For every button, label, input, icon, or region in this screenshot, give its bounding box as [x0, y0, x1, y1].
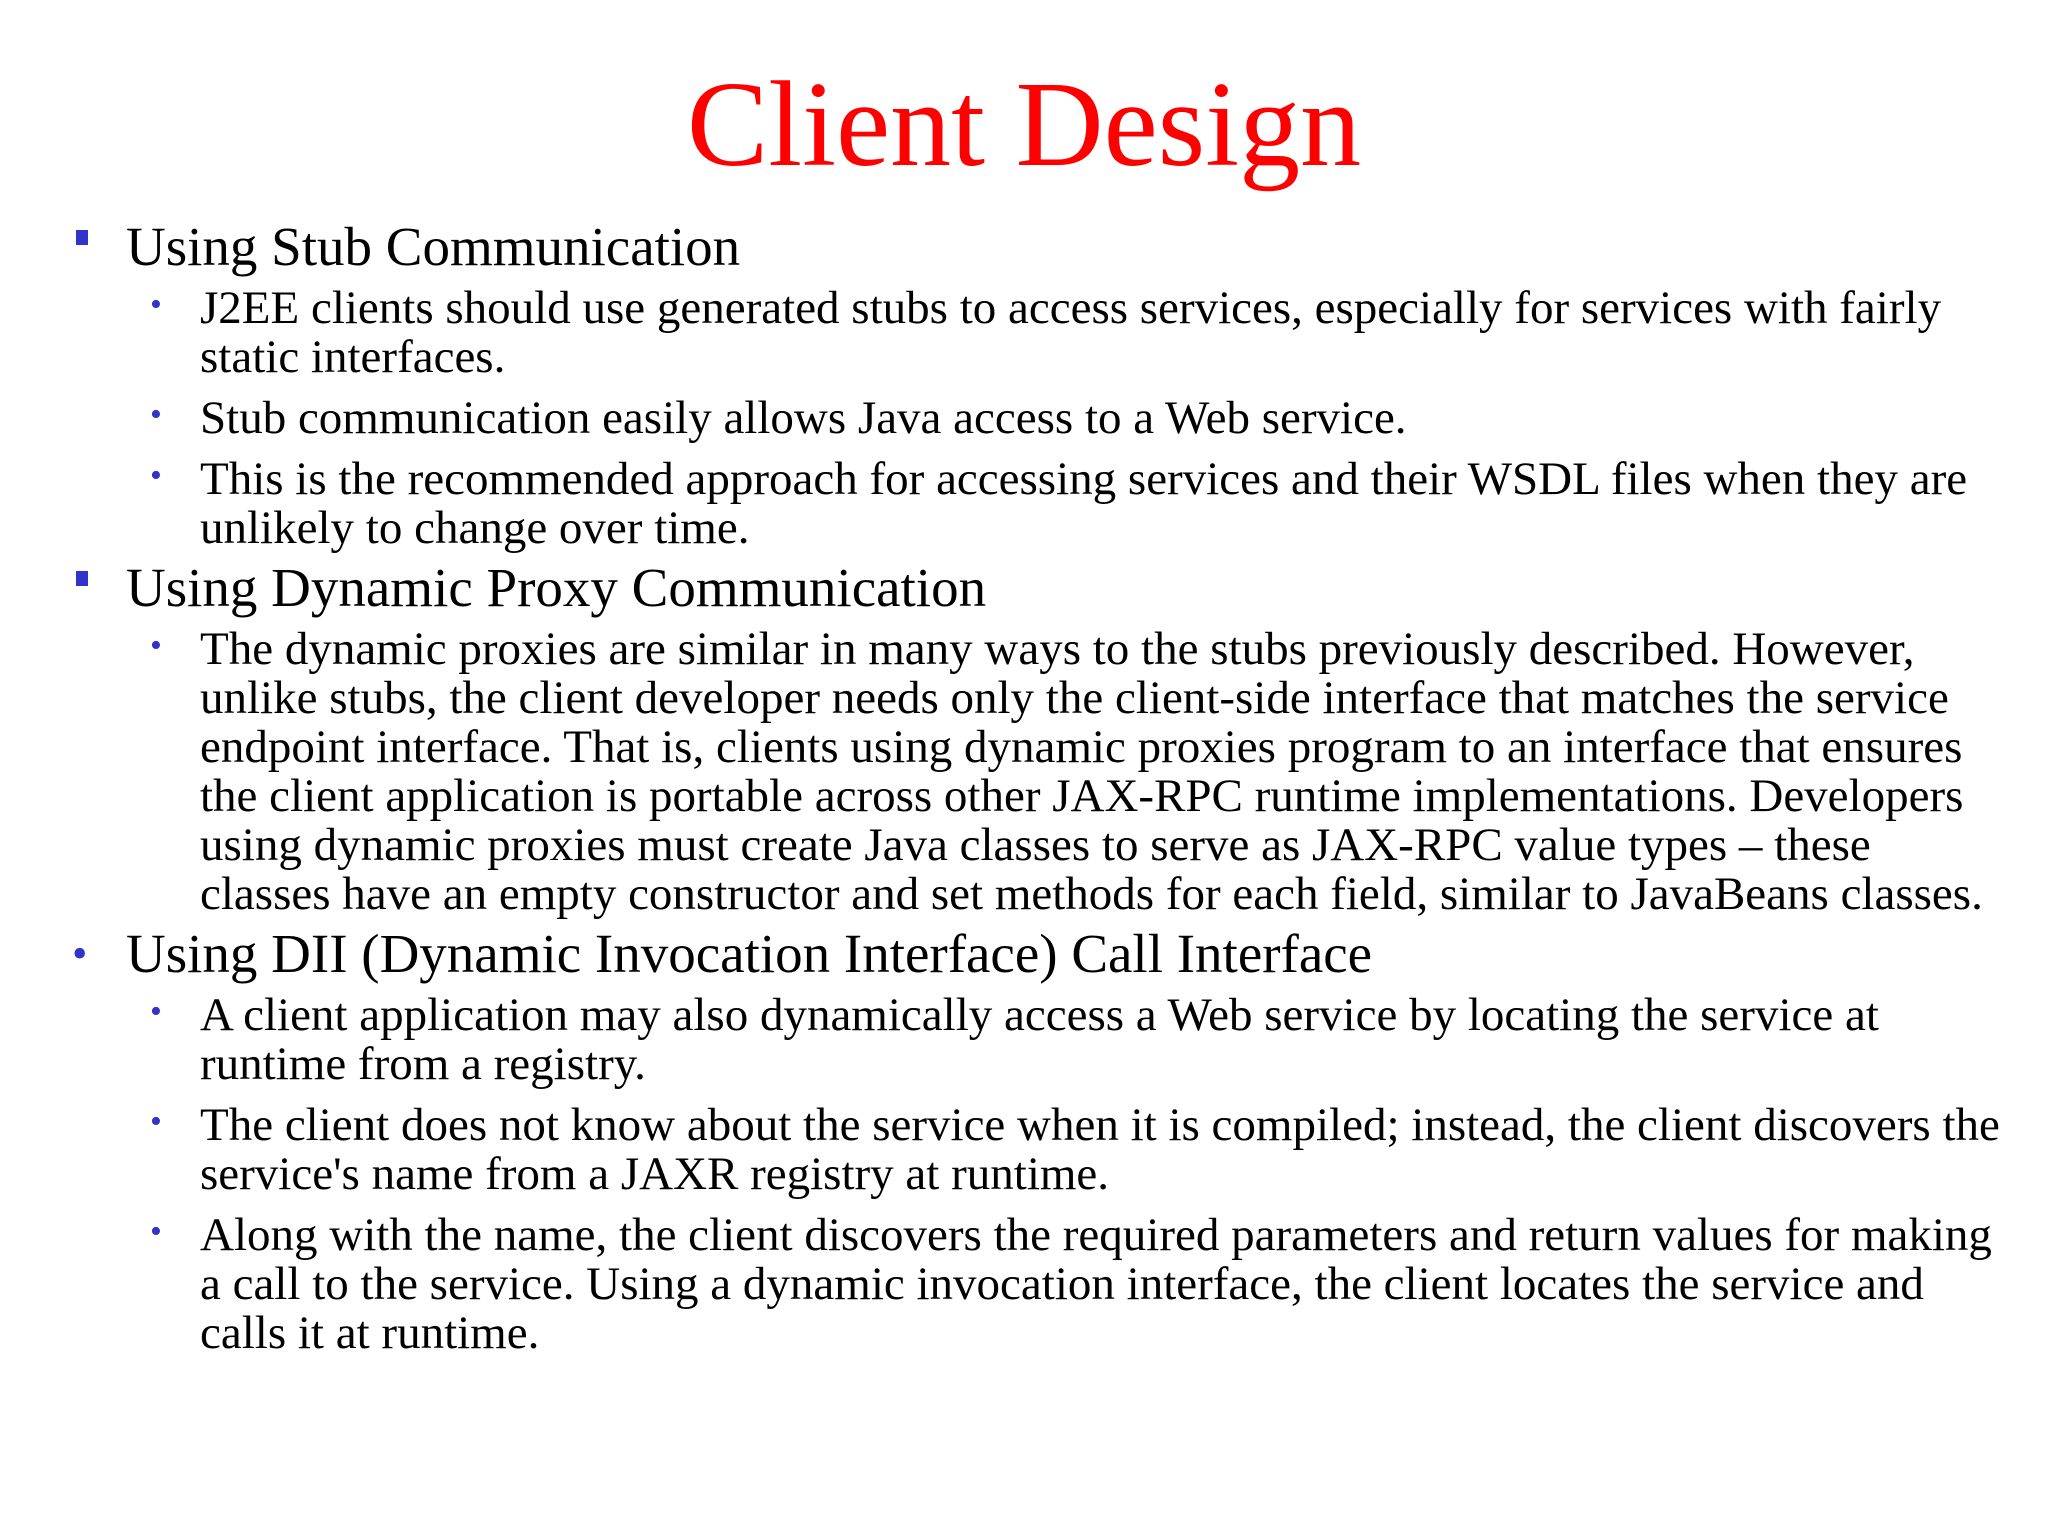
dot-bullet-icon: •	[150, 627, 162, 664]
list-item	[70, 284, 2000, 382]
slide-title: Client Design	[686, 57, 1362, 192]
list-item-text: Stub communication easily allows Java access to a Web service.	[200, 392, 1407, 444]
list-item-text: Along with the name, the client discovers the required parameters and return values for making a call to the service. Using a dynamic invocation interface, the client locates the service and calls it at runtime.	[200, 1209, 1992, 1359]
list-item	[70, 1101, 2000, 1199]
slide-body	[70, 216, 2000, 1358]
list-item-text: A client application may also dynamically access a Web service by locating the service at runtime from a registry.	[200, 989, 1879, 1090]
list-item-text: This is the recommended approach for accessing services and their WSDL files when they are unlikely to change over time.	[200, 453, 1968, 554]
section-heading-text: Using Dynamic Proxy Communication	[126, 557, 987, 618]
section-heading-dynamic-proxy	[70, 557, 2000, 619]
section-heading-dii	[70, 923, 2000, 985]
dot-bullet-icon: •	[150, 396, 162, 433]
list-item	[70, 991, 2000, 1089]
list-item	[70, 455, 2000, 553]
list-item-text: The dynamic proxies are similar in many ways to the stubs previously described. However, unlike stubs, the client developer needs only the client-side interface that matches the service endpoint interface. That is, clients using dynamic proxies program to an interface that ensures the client application is portable across other JAX-RPC runtime implementations. Developers using dynamic proxies must create Java classes to serve as JAX-RPC value types – these classes have an empty constructor and set methods for each field, similar to JavaBeans classes.	[200, 623, 1983, 920]
square-bullet-icon	[76, 571, 88, 586]
section-heading-text: Using Stub Communication	[126, 216, 741, 277]
list-item	[70, 1211, 2000, 1358]
list-item-text: J2EE clients should use generated stubs to access services, especially for services with fairly static interfaces.	[200, 282, 1942, 383]
section-heading-stub	[70, 216, 2000, 278]
list-item	[70, 394, 2000, 443]
list-item	[70, 625, 2000, 919]
dot-bullet-icon: •	[150, 457, 162, 494]
dot-bullet-icon: •	[150, 1103, 162, 1140]
list-item-text: The client does not know about the service when it is compiled; instead, the client discovers the service's name from a JAXR registry at runtime.	[200, 1099, 2000, 1200]
section-heading-text: Using DII (Dynamic Invocation Interface) Call Interface	[126, 923, 1373, 984]
dot-bullet-icon: •	[150, 286, 162, 323]
dot-bullet-icon: •	[150, 1213, 162, 1250]
square-bullet-icon	[76, 230, 88, 245]
dot-bullet-icon: •	[150, 993, 162, 1030]
dot-bullet-icon: •	[72, 929, 88, 978]
